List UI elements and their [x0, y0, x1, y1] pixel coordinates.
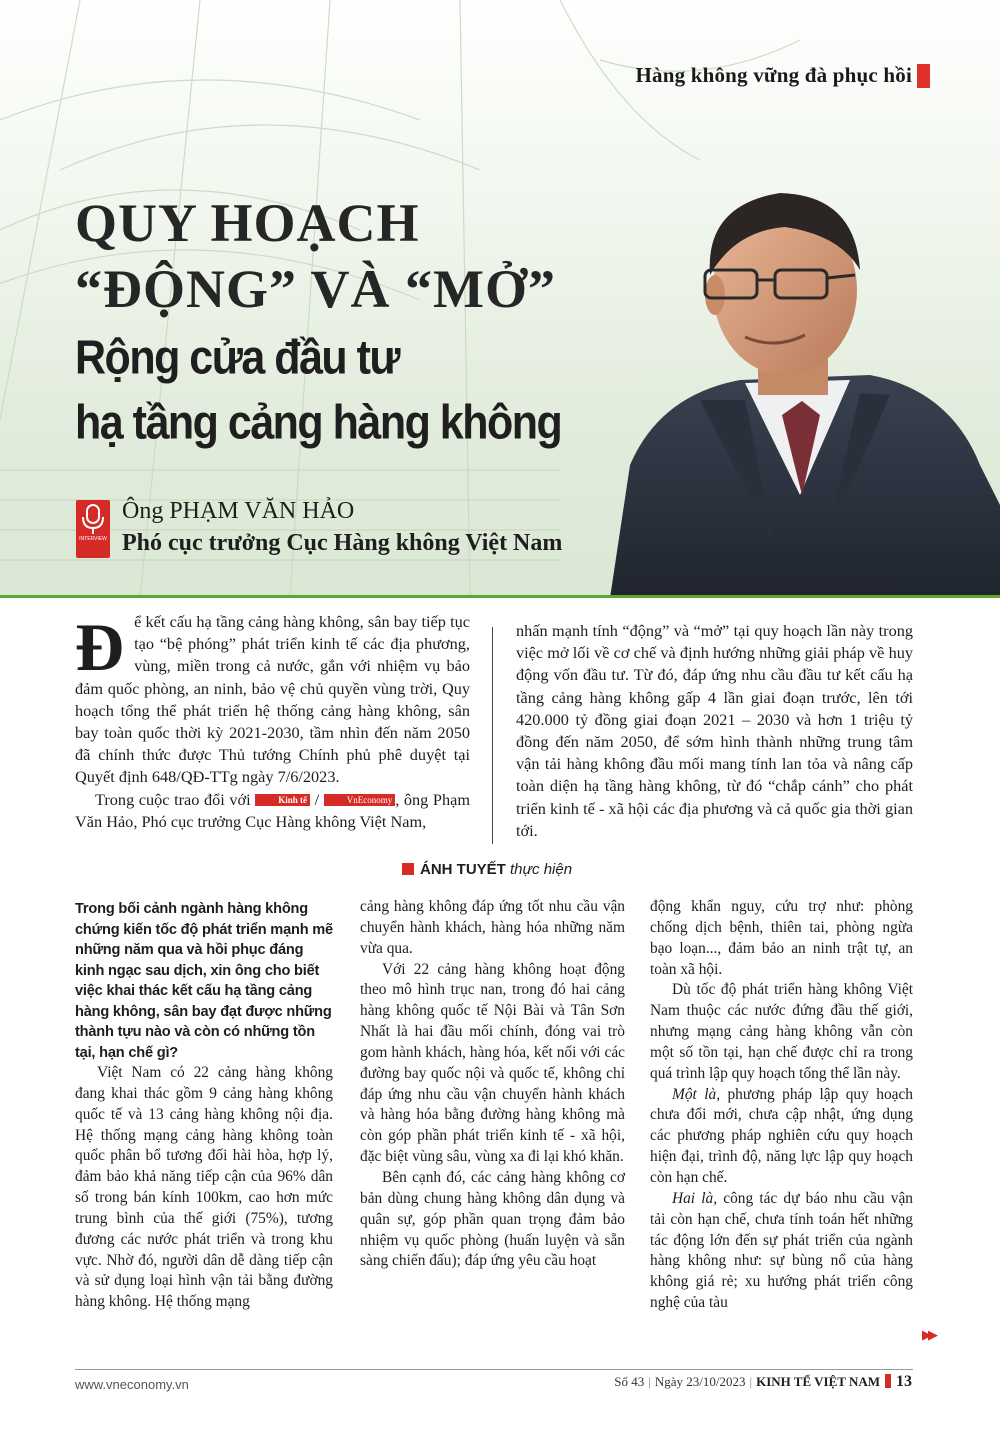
intro-paragraph-1: ể kết cấu hạ tầng cảng hàng không, sân bay tiếp tục tạo “bệ phóng” phát triển kinh tế các địa phương, vùng, miền trong cả nước, gắn với nhiệm vụ bảo đảm quốc phòng, an ninh, bảo vệ chủ quyền vùng trời, Quy hoạch tổng thể phát triển hệ thống cảng hàng không, sân bay toàn quốc thời kỳ 2021-2030, tầm nhìn đến năm 2050 đã chính thức được Thủ tướng Chính phủ phê duyệt tại Quyết định 648/QĐ-TTg ngày 7/6/2023. — [75, 612, 470, 787]
drop-cap: Đ — [75, 609, 125, 685]
footer-issue: Số 43 — [614, 1374, 645, 1389]
headline-line-1: QUY HOẠCH — [75, 193, 420, 253]
speaker-name: Ông PHẠM VĂN HẢO — [122, 498, 355, 524]
footer-info: Số 43 | Ngày 23/10/2023 | KINH TẾ VIỆT NAM 13 — [614, 1373, 912, 1390]
body-paragraph: Hai là, công tác dự báo nhu cầu vận tải còn hạn chế, chưa tính toán hết những tác động lớn đến sự phát triển của ngành hàng không như: sự bùng nổ của hàng không giá rẻ; xu hướng phát triển công nghệ của tàu — [650, 1189, 913, 1312]
body-column-3 — [650, 897, 913, 1314]
interview-question: Trong bối cảnh ngành hàng không chứng kiến tốc độ phát triển mạnh mẽ những năm qua và hồi phục đáng kinh ngạc sau dịch, xin ông cho biết việc khai thác kết cấu hạ tầng cảng hàng không, sân bay đạt được những thành tựu nào và còn có những tồn tại, hạn chế gì? — [75, 901, 333, 1061]
body-column-1 — [75, 899, 333, 1313]
headline-line-2: “ĐỘNG” VÀ “MỞ” — [75, 259, 556, 319]
author-name: ÁNH TUYẾT — [420, 861, 506, 878]
author-credit — [402, 861, 572, 878]
headline-line-3: Rộng cửa đầu tư — [75, 331, 400, 385]
column-divider — [492, 627, 493, 844]
continue-arrow-icon: ▶▶ — [922, 1328, 934, 1343]
section-tag-bar — [917, 64, 930, 88]
vneconomy-logo: VnEconomy — [324, 794, 396, 806]
intro-right-column: nhấn mạnh tính “động” và “mở” tại quy hoạch lần này trong việc mở lối về cơ chế và định hướng những giải pháp về huy động vốn đầu tư. Từ đó, đáp ứng nhu cầu đầu tư kết cấu hạ tầng cảng hàng không gấp 4 lần giai đoạn trước, lên tới 420.000 tỷ đồng giai đoạn 2021 – 2030 và hơn 1 triệu tỷ đồng đến năm 2050, để sớm hình thành những trung tâm vận tải hàng không đầu mối mang tính lan tỏa và nâng cấp toàn diện hạ tầng hàng không, từ đó “chắp cánh” cho phát triển kinh tế - xã hội các địa phương và cả quốc gia thời gian tới. — [516, 621, 913, 840]
section-tag: Hàng không vững đà phục hồi — [635, 63, 912, 87]
intro-left-column — [75, 611, 470, 833]
headline-line-4: hạ tầng cảng hàng không — [75, 396, 562, 450]
page-number: 13 — [896, 1373, 912, 1390]
body-column-2 — [360, 897, 625, 1272]
ktvn-logo: Kinh tế — [255, 794, 310, 806]
author-icon — [402, 863, 414, 875]
speaker-role: Phó cục trưởng Cục Hàng không Việt Nam — [122, 530, 563, 556]
green-divider — [0, 595, 1000, 598]
speaker-portrait — [570, 165, 1000, 598]
body-paragraph: cảng hàng không đáp ứng tốt nhu cầu vận chuyển hành khách, hàng hóa những năm vừa qua. — [360, 898, 625, 957]
footer-magazine: KINH TẾ VIỆT NAM — [756, 1374, 880, 1389]
body-paragraph: Với 22 cảng hàng không hoạt động theo mô hình trục nan, trong đó hai cảng hàng không quốc tế Nội Bài và Tân Sơn Nhất là hai đầu mối chính, đóng vai trò gom hành khách, hàng hóa, kết nối với các đường bay quốc nội và quốc tế, không chỉ đáp ứng nhu cầu vận chuyển hành khách và hàng hóa bằng đường hàng không mà còn góp phần phát triển kinh tế - xã hội, đặc biệt vùng sâu, vùng xa đi lại khó khăn. — [360, 960, 625, 1166]
interview-label: INTERVIEW — [79, 536, 107, 542]
interview-badge — [76, 500, 110, 558]
footer-url[interactable]: www.vneconomy.vn — [75, 1377, 189, 1392]
microphone-icon — [76, 500, 110, 536]
body-paragraph: Bên cạnh đó, các cảng hàng không cơ bản dùng chung hàng không dân dụng và quân sự, góp phần quan trọng đảm bảo nhiệm vụ quốc phòng (huấn luyện và sẵn sàng chiến đấu); đáp ứng yêu cầu hoạt — [360, 1168, 625, 1270]
footer-rule — [75, 1369, 913, 1370]
body-paragraph: động khẩn nguy, cứu trợ như: phòng chống dịch bệnh, thiên tai, phòng ngừa bạo loạn..., đảm bảo an ninh trật tự, an toàn xã hội. — [650, 898, 913, 978]
hero-banner — [0, 0, 1000, 598]
body-paragraph: Việt Nam có 22 cảng hàng không đang khai thác gồm 9 cảng hàng không quốc tế và 13 cảng hàng không nội địa. Hệ thống mạng cảng hàng không toàn quốc phân bổ tương đối hài hòa, hợp lý, đảm bảo khả năng tiếp cận của 96% dân số trong bán kính 100km, cao hơn mức trung bình của thế giới (75%), tương đương các nước phát triển và trong khu vực. Nhờ đó, người dân dễ dàng tiếp cận và sử dụng loại hình vận tải bằng đường hàng không. Hệ thống mạng — [75, 1064, 333, 1311]
body-paragraph: Một là, phương pháp lập quy hoạch chưa đổi mới, chưa cập nhật, ứng dụng các phương pháp nghiên cứu quy hoạch hiện đại, trình độ, năng lực lập quy hoạch còn hạn chế. — [650, 1085, 913, 1186]
footer-bar — [885, 1374, 891, 1388]
footer-date: Ngày 23/10/2023 — [654, 1374, 746, 1389]
author-suffix: thực hiện — [510, 861, 573, 878]
intro-paragraph-2: Trong cuộc trao đổi với Kinh tế / VnEconomy , ông Phạm Văn Hảo, Phó cục trưởng Cục Hàng không Việt Nam, — [75, 789, 470, 831]
body-paragraph: Dù tốc độ phát triển hàng không Việt Nam thuộc các nước đứng đầu thế giới, nhưng mạng cảng hàng không vẫn còn một số tồn tại, hạn chế được chỉ ra trong quá trình lập quy hoạch tổng thể lần này. — [650, 981, 913, 1082]
